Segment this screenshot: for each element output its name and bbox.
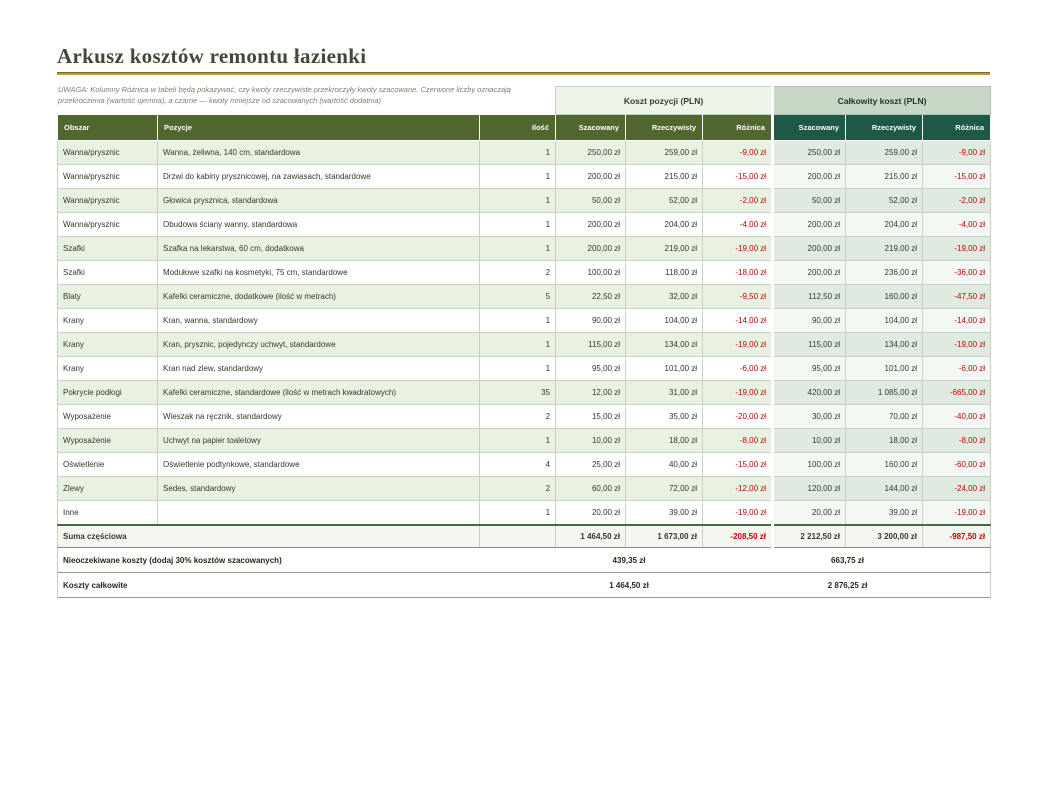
cell-difference-total[interactable]: -14,00 zł <box>923 309 991 333</box>
cell-actual-total[interactable]: 134,00 zł <box>846 333 923 357</box>
cell-area[interactable]: Krany <box>58 309 158 333</box>
cell-estimated-item[interactable]: 250,00 zł <box>556 141 626 165</box>
cell-actual-total[interactable]: 160,00 zł <box>846 285 923 309</box>
cell-actual-item[interactable]: 40,00 zł <box>626 453 703 477</box>
cell-difference-total[interactable]: -15,00 zł <box>923 165 991 189</box>
table-row <box>58 429 991 453</box>
grand-total-label: Koszty całkowite <box>58 573 556 598</box>
cell-estimated-total[interactable]: 120,00 zł <box>773 477 846 501</box>
cell-estimated-item[interactable]: 200,00 zł <box>556 237 626 261</box>
cell-difference-total[interactable]: -665,00 zł <box>923 381 991 405</box>
subtotal-difference-total[interactable]: -987,50 zł <box>923 525 991 548</box>
cell-estimated-total[interactable]: 112,50 zł <box>773 285 846 309</box>
cell-estimated-item[interactable]: 200,00 zł <box>556 165 626 189</box>
grand-total-row <box>58 573 991 598</box>
subtotal-estimated-item[interactable]: 1 464,50 zł <box>556 525 626 548</box>
cell-difference-item[interactable]: -15,00 zł <box>703 453 773 477</box>
table-row <box>58 285 991 309</box>
cell-actual-total[interactable]: 144,00 zł <box>846 477 923 501</box>
cell-item[interactable] <box>158 501 480 525</box>
col-header-szacowany-total: Szacowany <box>773 115 846 141</box>
cell-item[interactable]: Obudowa ściany wanny, standardowa <box>158 213 480 237</box>
subtotal-actual-total[interactable]: 3 200,00 zł <box>846 525 923 548</box>
cell-area[interactable]: Wanna/prysznic <box>58 141 158 165</box>
cell-difference-item[interactable]: -6,00 zł <box>703 357 773 381</box>
cell-area[interactable]: Szafki <box>58 237 158 261</box>
unexpected-costs-row <box>58 548 991 573</box>
subtotal-row <box>58 525 991 548</box>
cell-estimated-total[interactable]: 90,00 zł <box>773 309 846 333</box>
cell-qty[interactable]: 1 <box>480 501 556 525</box>
cell-actual-item[interactable]: 134,00 zł <box>626 333 703 357</box>
cell-estimated-item[interactable]: 12,00 zł <box>556 381 626 405</box>
table-row <box>58 405 991 429</box>
cell-estimated-total[interactable]: 250,00 zł <box>773 141 846 165</box>
col-header-roznica-total: Różnica <box>923 115 991 141</box>
cell-difference-item[interactable]: -9,00 zł <box>703 141 773 165</box>
cell-actual-total[interactable]: 104,00 zł <box>846 309 923 333</box>
cell-qty[interactable]: 2 <box>480 477 556 501</box>
cell-area[interactable]: Oświetlenie <box>58 453 158 477</box>
cell-difference-total[interactable]: -6,00 zł <box>923 357 991 381</box>
cell-actual-total[interactable]: 1 085,00 zł <box>846 381 923 405</box>
cell-actual-total[interactable]: 39,00 zł <box>846 501 923 525</box>
cell-estimated-total[interactable]: 115,00 zł <box>773 333 846 357</box>
cell-qty[interactable]: 1 <box>480 309 556 333</box>
cell-area[interactable]: Wanna/prysznic <box>58 189 158 213</box>
cell-area[interactable]: Wyposażenie <box>58 405 158 429</box>
cell-area[interactable]: Wanna/prysznic <box>58 165 158 189</box>
unexpected-costs-label: Nieoczekiwane koszty (dodaj 30% kosztów szacowanych) <box>58 548 556 573</box>
cell-difference-total[interactable]: -47,50 zł <box>923 285 991 309</box>
cell-difference-item[interactable]: -14,00 zł <box>703 309 773 333</box>
table-row <box>58 165 991 189</box>
cell-actual-item[interactable]: 31,00 zł <box>626 381 703 405</box>
cell-qty[interactable]: 4 <box>480 453 556 477</box>
cell-estimated-total[interactable]: 100,00 zł <box>773 453 846 477</box>
grand-total-total-value[interactable]: 2 876,25 zł <box>773 573 923 598</box>
cell-estimated-total[interactable]: 200,00 zł <box>773 165 846 189</box>
cell-difference-item[interactable]: -4,00 zł <box>703 213 773 237</box>
cell-qty[interactable]: 1 <box>480 237 556 261</box>
col-header-pozycje: Pozycje <box>158 115 480 141</box>
cell-item[interactable]: Drzwi do kabiny prysznicowej, na zawiasach, standardowe <box>158 165 480 189</box>
table-row <box>58 189 991 213</box>
table-row <box>58 501 991 525</box>
subtotal-qty-spacer <box>480 525 556 548</box>
cell-difference-item[interactable]: -19,00 zł <box>703 237 773 261</box>
cell-difference-item[interactable]: -18,00 zł <box>703 261 773 285</box>
cell-difference-item[interactable]: -19,00 zł <box>703 381 773 405</box>
col-header-roznica-item: Różnica <box>703 115 773 141</box>
cell-qty[interactable]: 5 <box>480 285 556 309</box>
cell-item[interactable]: Szafka na lekarstwa, 60 cm, dodatkowa <box>158 237 480 261</box>
cell-difference-total[interactable]: -40,00 zł <box>923 405 991 429</box>
cell-actual-total[interactable]: 204,00 zł <box>846 213 923 237</box>
cell-actual-total[interactable]: 18,00 zł <box>846 429 923 453</box>
table-row <box>58 333 991 357</box>
column-header-row <box>58 115 991 141</box>
table-row <box>58 141 991 165</box>
cell-estimated-total[interactable]: 420,00 zł <box>773 381 846 405</box>
notice-line-2: przekroczenia (wartość ujemna), a czarne — kwoty mniejsze od szacowanych (wartość dodatnia) <box>58 96 382 105</box>
grand-total-item-value[interactable]: 1 464,50 zł <box>556 573 703 598</box>
cell-item[interactable]: Kran, wanna, standardowy <box>158 309 480 333</box>
cell-area[interactable]: Inne <box>58 501 158 525</box>
col-header-rzeczywisty-total: Rzeczywisty <box>846 115 923 141</box>
cost-table <box>57 86 991 598</box>
cell-estimated-item[interactable]: 25,00 zł <box>556 453 626 477</box>
table-row <box>58 261 991 285</box>
cell-estimated-item[interactable]: 115,00 zł <box>556 333 626 357</box>
cell-difference-item[interactable]: -8,00 zł <box>703 429 773 453</box>
cell-estimated-item[interactable]: 90,00 zł <box>556 309 626 333</box>
cell-item[interactable]: Kafelki ceramiczne, standardowe (ilość w metrach kwadratowych) <box>158 381 480 405</box>
title-accent-rule <box>57 72 990 75</box>
unexpected-costs-spacer-2 <box>923 548 991 573</box>
cell-estimated-total[interactable]: 50,00 zł <box>773 189 846 213</box>
cell-area[interactable]: Krany <box>58 333 158 357</box>
cell-qty[interactable]: 1 <box>480 213 556 237</box>
unexpected-costs-total-value[interactable]: 663,75 zł <box>773 548 923 573</box>
cell-actual-item[interactable]: 259,00 zł <box>626 141 703 165</box>
cell-item[interactable]: Wieszak na ręcznik, standardowy <box>158 405 480 429</box>
cell-item[interactable]: Sedes, standardowy <box>158 477 480 501</box>
cell-actual-total[interactable]: 52,00 zł <box>846 189 923 213</box>
cell-difference-item[interactable]: -9,50 zł <box>703 285 773 309</box>
cell-estimated-total[interactable]: 10,00 zł <box>773 429 846 453</box>
cell-qty[interactable]: 1 <box>480 165 556 189</box>
cell-estimated-item[interactable]: 100,00 zł <box>556 261 626 285</box>
cell-estimated-item[interactable]: 20,00 zł <box>556 501 626 525</box>
cell-actual-item[interactable]: 52,00 zł <box>626 189 703 213</box>
cell-estimated-item[interactable]: 60,00 zł <box>556 477 626 501</box>
grand-total-spacer-2 <box>923 573 991 598</box>
unexpected-costs-spacer <box>703 548 773 573</box>
cell-qty[interactable]: 1 <box>480 429 556 453</box>
cell-actual-item[interactable]: 39,00 zł <box>626 501 703 525</box>
cell-estimated-item[interactable]: 15,00 zł <box>556 405 626 429</box>
cell-area[interactable]: Blaty <box>58 285 158 309</box>
page-title: Arkusz kosztów remontu łazienki <box>57 44 367 68</box>
cell-difference-item[interactable]: -2,00 zł <box>703 189 773 213</box>
cell-area[interactable]: Krany <box>58 357 158 381</box>
cell-difference-item[interactable]: -19,00 zł <box>703 501 773 525</box>
cell-difference-item[interactable]: -20,00 zł <box>703 405 773 429</box>
cell-actual-total[interactable]: 101,00 zł <box>846 357 923 381</box>
cell-item[interactable]: Kran nad zlew, standardowy <box>158 357 480 381</box>
cell-difference-total[interactable]: -2,00 zł <box>923 189 991 213</box>
cell-actual-total[interactable]: 160,00 zł <box>846 453 923 477</box>
cell-estimated-item[interactable]: 50,00 zł <box>556 189 626 213</box>
cell-actual-item[interactable]: 72,00 zł <box>626 477 703 501</box>
cell-item[interactable]: Modułowe szafki na kosmetyki, 75 cm, standardowe <box>158 261 480 285</box>
cell-difference-item[interactable]: -19,00 zł <box>703 333 773 357</box>
cell-qty[interactable]: 2 <box>480 261 556 285</box>
cell-actual-total[interactable]: 259,00 zł <box>846 141 923 165</box>
cell-estimated-item[interactable]: 95,00 zł <box>556 357 626 381</box>
cell-actual-total[interactable]: 70,00 zł <box>846 405 923 429</box>
cell-area[interactable]: Wyposażenie <box>58 429 158 453</box>
cell-actual-item[interactable]: 118,00 zł <box>626 261 703 285</box>
cell-estimated-total[interactable]: 20,00 zł <box>773 501 846 525</box>
cell-item[interactable]: Uchwyt na papier toaletowy <box>158 429 480 453</box>
cell-difference-total[interactable]: -19,00 zł <box>923 501 991 525</box>
cell-actual-item[interactable]: 219,00 zł <box>626 237 703 261</box>
cell-item[interactable]: Kran, prysznic, pojedynczy uchwyt, standardowe <box>158 333 480 357</box>
table-row <box>58 237 991 261</box>
table-row <box>58 213 991 237</box>
cell-estimated-total[interactable]: 95,00 zł <box>773 357 846 381</box>
group-header-item-cost: Koszt pozycji (PLN) <box>556 87 773 115</box>
table-row <box>58 357 991 381</box>
cell-difference-total[interactable]: -4,00 zł <box>923 213 991 237</box>
cell-item[interactable]: Wanna, żeliwna, 140 cm, standardowa <box>158 141 480 165</box>
notice-line-1: UWAGA: Kolumny Różnica w tabeli będą pokazywać, czy kwoty rzeczywiste przekroczyły kwoty szacowane. Czerwone liczby oznaczają <box>58 85 511 94</box>
cell-qty[interactable]: 1 <box>480 141 556 165</box>
cell-area[interactable]: Szafki <box>58 261 158 285</box>
notice-text <box>58 84 550 106</box>
col-header-rzeczywisty-item: Rzeczywisty <box>626 115 703 141</box>
cell-difference-total[interactable]: -60,00 zł <box>923 453 991 477</box>
col-header-ilosc: Ilość <box>480 115 556 141</box>
cell-difference-total[interactable]: -36,00 zł <box>923 261 991 285</box>
cell-difference-total[interactable]: -19,00 zł <box>923 237 991 261</box>
cell-difference-item[interactable]: -12,00 zł <box>703 477 773 501</box>
cell-area[interactable]: Zlewy <box>58 477 158 501</box>
cell-actual-total[interactable]: 215,00 zł <box>846 165 923 189</box>
cell-estimated-item[interactable]: 10,00 zł <box>556 429 626 453</box>
cell-actual-item[interactable]: 101,00 zł <box>626 357 703 381</box>
cell-difference-total[interactable]: -9,00 zł <box>923 141 991 165</box>
table-row <box>58 381 991 405</box>
col-header-obszar: Obszar <box>58 115 158 141</box>
subtotal-estimated-total[interactable]: 2 212,50 zł <box>773 525 846 548</box>
cell-actual-total[interactable]: 219,00 zł <box>846 237 923 261</box>
cell-qty[interactable]: 1 <box>480 333 556 357</box>
rows-body <box>58 141 991 525</box>
cell-actual-item[interactable]: 35,00 zł <box>626 405 703 429</box>
cell-actual-item[interactable]: 104,00 zł <box>626 309 703 333</box>
cell-actual-item[interactable]: 32,00 zł <box>626 285 703 309</box>
cell-qty[interactable]: 35 <box>480 381 556 405</box>
table-row <box>58 453 991 477</box>
table-row <box>58 309 991 333</box>
cell-difference-total[interactable]: -24,00 zł <box>923 477 991 501</box>
cell-estimated-item[interactable]: 200,00 zł <box>556 213 626 237</box>
cell-actual-item[interactable]: 18,00 zł <box>626 429 703 453</box>
cell-area[interactable]: Wanna/prysznic <box>58 213 158 237</box>
cell-qty[interactable]: 1 <box>480 189 556 213</box>
cell-area[interactable]: Pokrycie podłogi <box>58 381 158 405</box>
cell-actual-item[interactable]: 204,00 zł <box>626 213 703 237</box>
group-header-total-cost: Całkowity koszt (PLN) <box>773 87 991 115</box>
subtotal-actual-item[interactable]: 1 673,00 zł <box>626 525 703 548</box>
unexpected-costs-item-value[interactable]: 439,35 zł <box>556 548 703 573</box>
cell-actual-total[interactable]: 236,00 zł <box>846 261 923 285</box>
cell-estimated-item[interactable]: 22,50 zł <box>556 285 626 309</box>
cell-estimated-total[interactable]: 200,00 zł <box>773 237 846 261</box>
cell-difference-item[interactable]: -15,00 zł <box>703 165 773 189</box>
cell-actual-item[interactable]: 215,00 zł <box>626 165 703 189</box>
col-header-szacowany-item: Szacowany <box>556 115 626 141</box>
cell-estimated-total[interactable]: 200,00 zł <box>773 261 846 285</box>
cell-item[interactable]: Głowica prysznica, standardowa <box>158 189 480 213</box>
subtotal-difference-item[interactable]: -208,50 zł <box>703 525 773 548</box>
cell-item[interactable]: Kafelki ceramiczne, dodatkowe (ilość w metrach) <box>158 285 480 309</box>
cell-estimated-total[interactable]: 200,00 zł <box>773 213 846 237</box>
subtotal-label: Suma częściowa <box>58 525 480 548</box>
cell-item[interactable]: Oświetlenie podtynkowe, standardowe <box>158 453 480 477</box>
cell-qty[interactable]: 2 <box>480 405 556 429</box>
cell-difference-total[interactable]: -8,00 zł <box>923 429 991 453</box>
cell-difference-total[interactable]: -19,00 zł <box>923 333 991 357</box>
table-row <box>58 477 991 501</box>
cell-qty[interactable]: 1 <box>480 357 556 381</box>
grand-total-spacer <box>703 573 773 598</box>
cell-estimated-total[interactable]: 30,00 zł <box>773 405 846 429</box>
